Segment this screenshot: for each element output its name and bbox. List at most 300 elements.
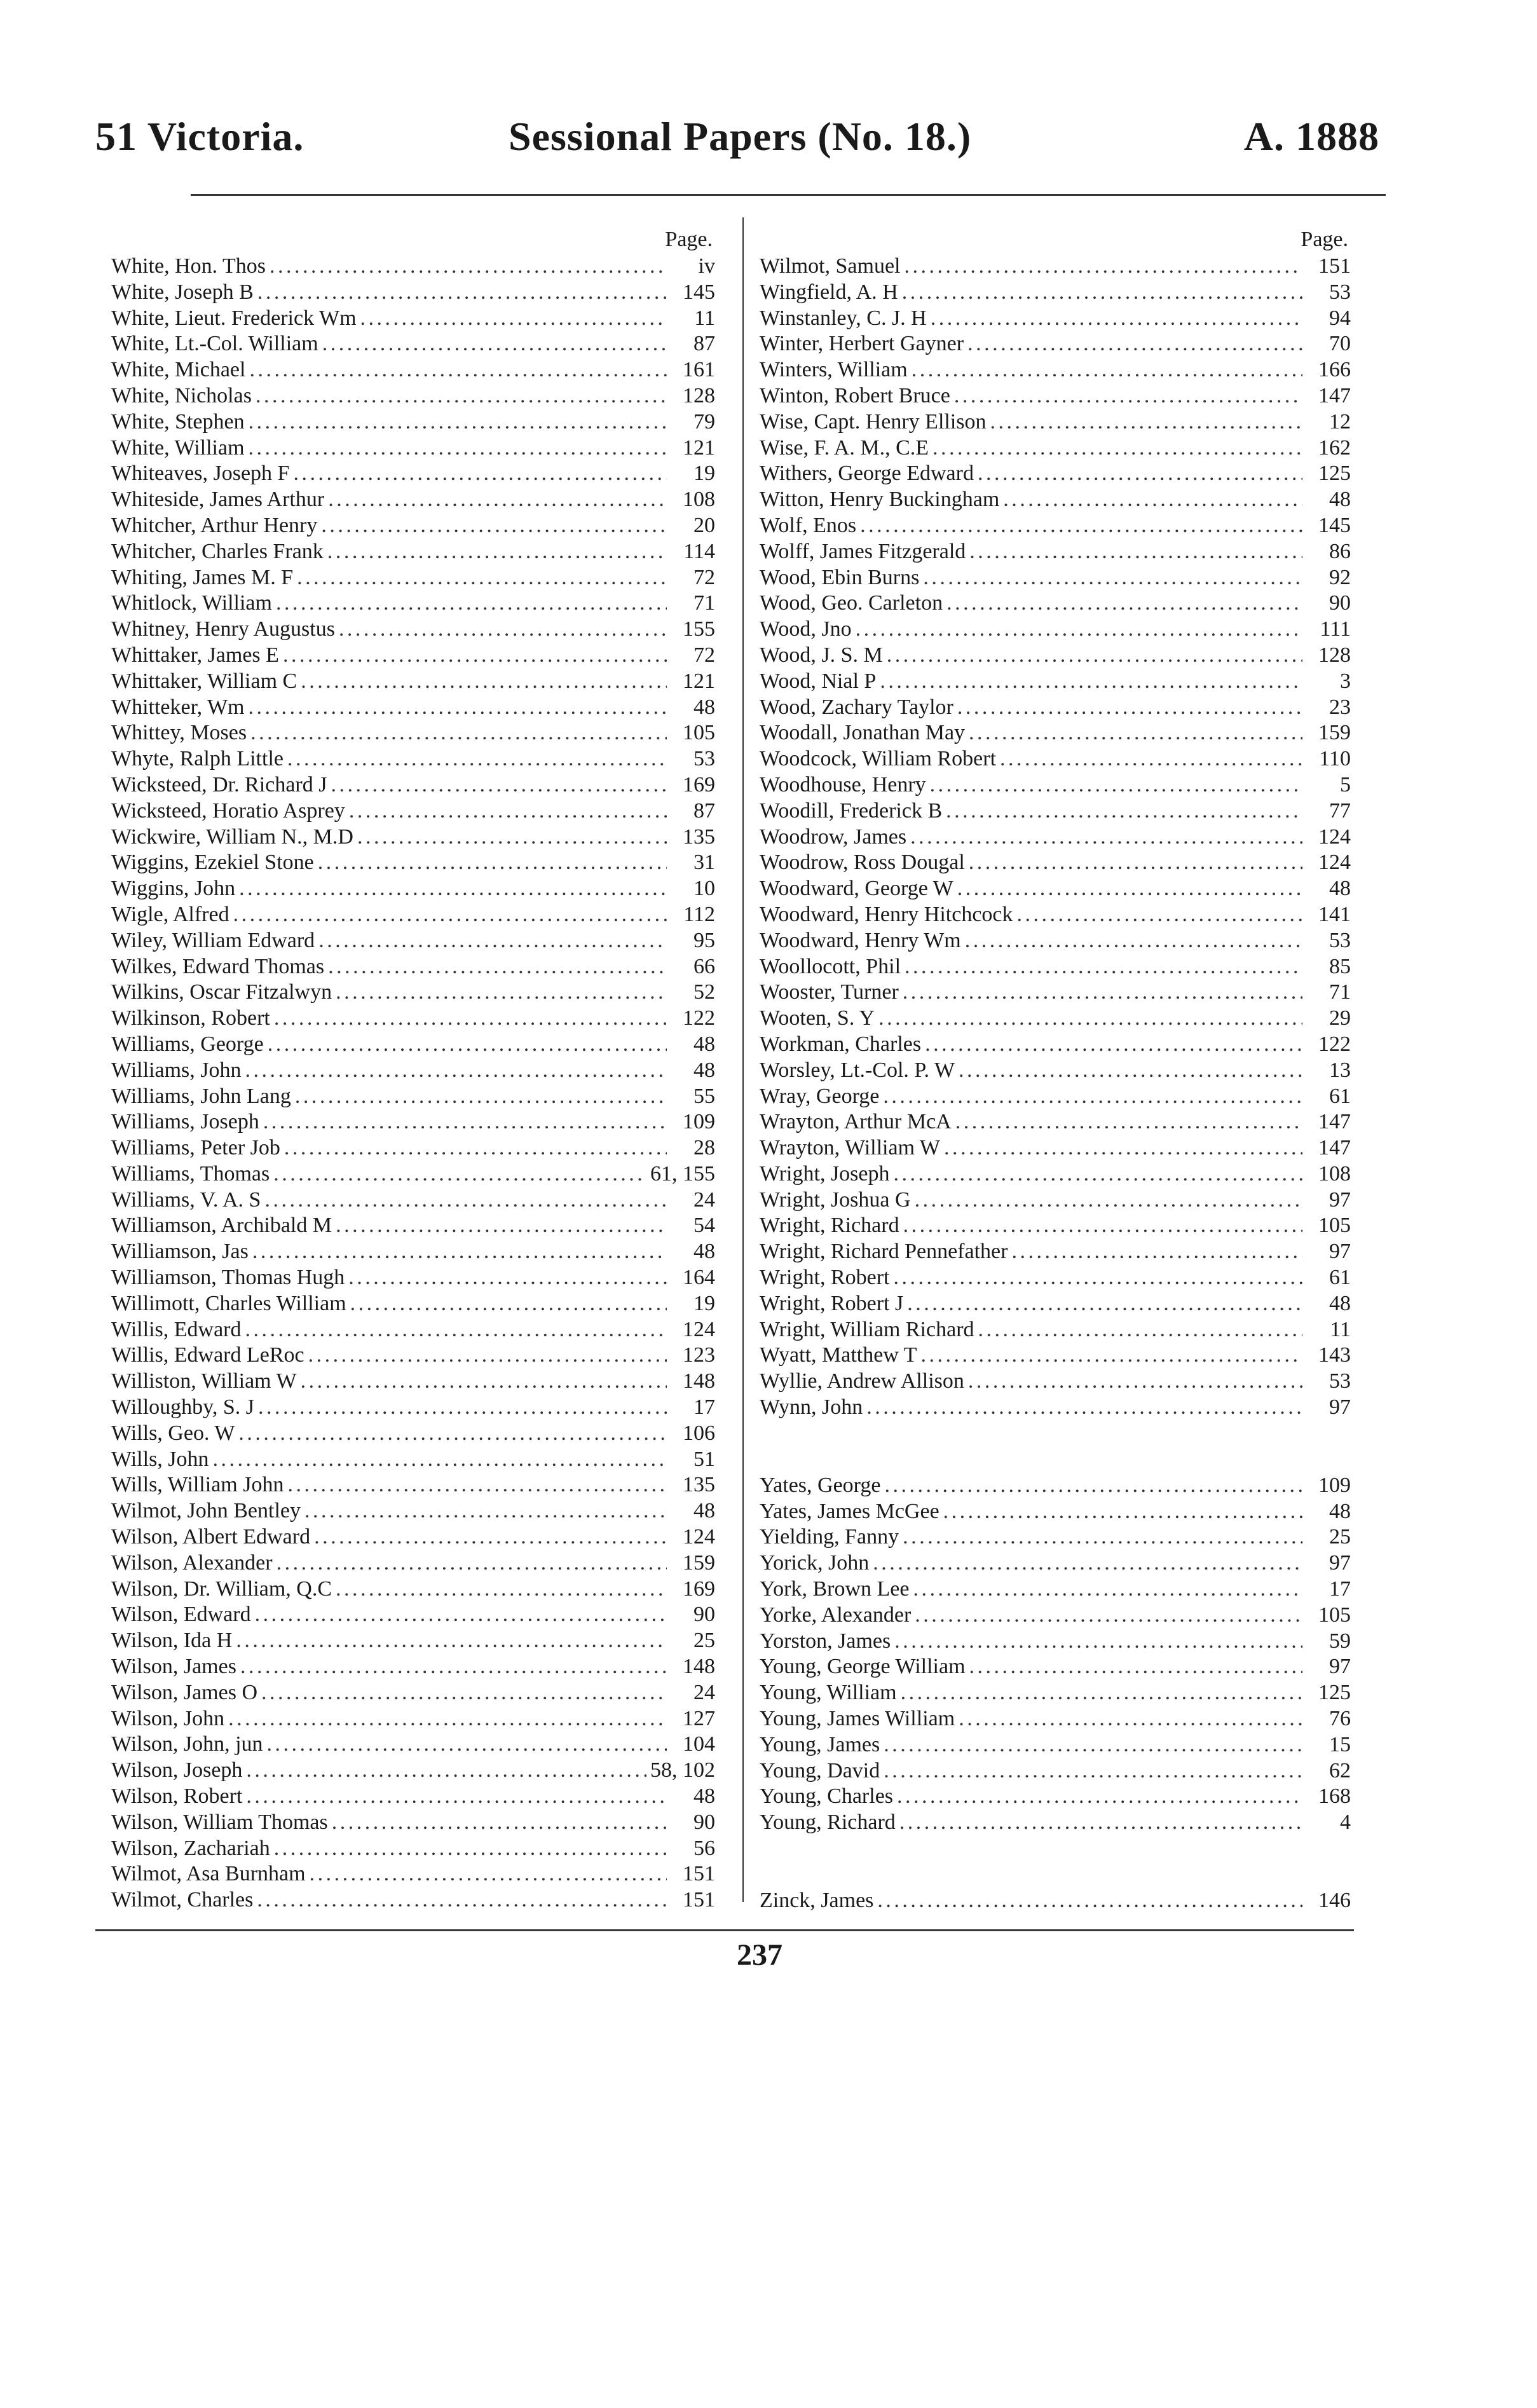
dot-leader — [943, 1499, 1302, 1525]
index-entry — [111, 409, 715, 435]
index-entry — [760, 1109, 1351, 1135]
entry-page: 51 — [693, 1447, 715, 1471]
entry-page: 112 — [683, 902, 715, 926]
index-entry — [111, 1058, 715, 1084]
entry-page: 114 — [683, 539, 715, 563]
dot-leader — [249, 357, 667, 383]
entry-page: 97 — [1329, 1551, 1351, 1575]
entry-page: 71 — [1329, 980, 1351, 1004]
dot-leader — [899, 1810, 1302, 1836]
entry-name: Young, James — [760, 1732, 880, 1756]
entry-page: 123 — [683, 1343, 715, 1367]
entry-name: Wills, William John — [111, 1473, 284, 1497]
dot-leader — [252, 1239, 667, 1265]
index-entry — [111, 695, 715, 721]
entry-name: Wolf, Enos — [760, 513, 857, 537]
entry-page: 31 — [693, 851, 715, 875]
index-entry — [111, 1836, 715, 1862]
entry-name: Whitcher, Charles Frank — [111, 539, 324, 563]
entry-name: Williams, John Lang — [111, 1084, 291, 1108]
dot-leader — [267, 1732, 667, 1758]
entry-page: 59 — [1329, 1629, 1351, 1653]
entry-page: 77 — [1329, 798, 1351, 823]
index-entry — [111, 1032, 715, 1058]
dot-leader — [233, 902, 667, 928]
dot-leader — [255, 1602, 667, 1628]
entry-name: Young, Charles — [760, 1784, 894, 1809]
entry-name: Wilmot, Samuel — [760, 254, 901, 278]
index-entry — [111, 1161, 715, 1187]
dot-leader — [257, 280, 667, 306]
dot-leader — [880, 669, 1302, 695]
dot-leader — [228, 1706, 667, 1732]
index-list-w — [760, 254, 1351, 1421]
dot-leader — [969, 1654, 1302, 1680]
entry-name: Winter, Herbert Gayner — [760, 332, 964, 356]
dot-leader — [866, 1395, 1302, 1421]
entry-page: 97 — [1329, 1655, 1351, 1679]
entry-name: Wood, Nial P — [760, 669, 877, 693]
index-entry — [111, 1784, 715, 1810]
entry-name: Williams, Peter Job — [111, 1136, 280, 1160]
entry-page: 71 — [693, 591, 715, 615]
entry-name: Whiteside, James Arthur — [111, 488, 325, 512]
dot-leader — [297, 565, 667, 591]
dot-leader — [270, 254, 667, 280]
entry-page: 125 — [1318, 1681, 1351, 1705]
entry-name: Wilson, James O — [111, 1680, 257, 1704]
entry-page: 122 — [683, 1006, 715, 1030]
entry-page: 105 — [1318, 1603, 1351, 1627]
entry-name: Woodrow, James — [760, 824, 907, 849]
entry-name: Whiting, James M. F — [111, 565, 294, 589]
page-column-label: Page. — [1301, 228, 1348, 251]
index-entry — [760, 928, 1351, 954]
entry-name: Williams, John — [111, 1058, 242, 1082]
index-entry — [111, 591, 715, 617]
entry-page: 124 — [1318, 824, 1351, 849]
entry-page: 128 — [683, 383, 715, 407]
entry-name: Wilson, Albert Edward — [111, 1525, 311, 1549]
entry-page: 155 — [683, 617, 715, 641]
dot-leader — [959, 1706, 1302, 1732]
dot-leader — [946, 798, 1302, 824]
entry-name: Wilmot, Charles — [111, 1888, 254, 1912]
entry-name: Williamson, Jas — [111, 1240, 249, 1264]
entry-page: 87 — [693, 798, 715, 823]
entry-page: 19 — [693, 462, 715, 486]
dot-leader — [308, 1343, 667, 1369]
entry-name: Wills, John — [111, 1447, 209, 1471]
entry-page: 29 — [1329, 1006, 1351, 1030]
dot-leader — [1011, 1239, 1302, 1265]
index-list-z — [760, 1888, 1351, 1914]
dot-leader — [249, 409, 667, 435]
index-entry — [111, 513, 715, 539]
entry-name: Woodall, Jonathan May — [760, 721, 966, 745]
dot-leader — [894, 1161, 1303, 1187]
index-entry — [111, 1887, 715, 1913]
entry-page: 90 — [1329, 591, 1351, 615]
entry-page: 11 — [1330, 1317, 1351, 1341]
index-entry — [760, 1732, 1351, 1758]
index-entry — [760, 1161, 1351, 1187]
entry-page: 53 — [693, 747, 715, 771]
dot-leader — [894, 1629, 1302, 1655]
index-entry — [111, 720, 715, 746]
entry-name: Wood, Ebin Burns — [760, 565, 920, 589]
entry-name: Wicksteed, Horatio Asprey — [111, 798, 345, 823]
index-entry — [760, 798, 1351, 824]
entry-page: 97 — [1329, 1395, 1351, 1419]
index-entry — [760, 1187, 1351, 1214]
entry-page: iv — [698, 254, 715, 278]
entry-name: Williston, William W — [111, 1369, 297, 1393]
entry-page: 106 — [683, 1421, 715, 1445]
entry-page: 25 — [1329, 1525, 1351, 1549]
dot-leader — [322, 331, 667, 357]
index-entry — [760, 513, 1351, 539]
index-entry — [111, 1472, 715, 1498]
dot-leader — [893, 1265, 1302, 1291]
entry-page: 109 — [683, 1110, 715, 1134]
dot-leader — [246, 1784, 667, 1810]
index-entry — [760, 772, 1351, 798]
entry-page: 105 — [683, 721, 715, 745]
entry-page: 169 — [683, 1577, 715, 1601]
index-entry — [111, 306, 715, 332]
index-entry — [111, 1187, 715, 1214]
entry-page: 17 — [693, 1395, 715, 1419]
entry-page: 53 — [1329, 1369, 1351, 1393]
entry-name: Wood, J. S. M — [760, 643, 883, 667]
index-entry — [111, 331, 715, 357]
index-entry — [760, 1343, 1351, 1369]
entry-name: Wright, Robert — [760, 1266, 890, 1290]
entry-page: 12 — [1329, 409, 1351, 434]
index-entry — [111, 1732, 715, 1758]
entry-name: Wood, Geo. Carleton — [760, 591, 943, 615]
index-entry — [111, 357, 715, 383]
dot-leader — [969, 720, 1302, 746]
entry-page: 87 — [693, 332, 715, 356]
entry-name: Whiteaves, Joseph F — [111, 462, 290, 486]
index-entry — [760, 1680, 1351, 1706]
entry-name: Willoughby, S. J — [111, 1395, 255, 1419]
entry-name: Wilkins, Oscar Fitzalwyn — [111, 980, 332, 1004]
index-entry — [111, 1369, 715, 1395]
index-entry — [760, 357, 1351, 383]
index-entry — [760, 331, 1351, 357]
dot-leader — [901, 1680, 1302, 1706]
entry-name: Woodward, George W — [760, 877, 953, 901]
dot-leader — [250, 720, 667, 746]
entry-page: 92 — [1329, 565, 1351, 589]
index-entry — [760, 539, 1351, 565]
entry-page: 146 — [1318, 1889, 1351, 1913]
dot-leader — [349, 798, 667, 824]
index-entry — [111, 746, 715, 772]
index-entry — [760, 1369, 1351, 1395]
dot-leader — [249, 435, 667, 462]
index-entry — [111, 617, 715, 643]
entry-page: 97 — [1329, 1187, 1351, 1212]
index-entry — [111, 876, 715, 902]
dot-leader — [274, 1836, 667, 1862]
index-entry — [111, 1421, 715, 1447]
dot-leader — [328, 954, 667, 980]
index-entry — [111, 1524, 715, 1550]
index-entry — [111, 1291, 715, 1317]
entry-page: 135 — [683, 824, 715, 849]
dot-leader — [903, 1213, 1302, 1239]
index-entry — [111, 1628, 715, 1654]
entry-name: Woodrow, Ross Dougal — [760, 851, 965, 875]
dot-leader — [884, 1758, 1302, 1784]
dot-leader — [856, 617, 1302, 643]
dot-leader — [946, 591, 1302, 617]
dot-leader — [339, 617, 667, 643]
dot-leader — [1017, 902, 1302, 928]
dot-leader — [273, 1161, 646, 1187]
index-entry — [111, 435, 715, 462]
entry-page: 122 — [1318, 1032, 1351, 1056]
entry-name: Wooten, S. Y — [760, 1006, 875, 1030]
entry-page: 4 — [1340, 1810, 1351, 1835]
dot-leader — [969, 850, 1302, 876]
entry-page: 121 — [683, 435, 715, 460]
entry-name: White, Nicholas — [111, 383, 252, 407]
index-entry — [760, 954, 1351, 980]
entry-page: 10 — [693, 877, 715, 901]
dot-leader — [274, 1006, 667, 1032]
entry-page: 61 — [1329, 1266, 1351, 1290]
entry-name: Woodhouse, Henry — [760, 772, 926, 797]
entry-name: White, Hon. Thos — [111, 254, 266, 278]
dot-leader — [357, 824, 667, 851]
entry-name: Young, George William — [760, 1655, 966, 1679]
entry-name: York, Brown Lee — [760, 1577, 910, 1601]
entry-page: 56 — [693, 1836, 715, 1860]
entry-page: 147 — [1318, 1136, 1351, 1160]
entry-page: 108 — [1318, 1161, 1351, 1186]
index-entry — [760, 1291, 1351, 1317]
dot-leader — [969, 539, 1302, 565]
entry-page: 162 — [1318, 435, 1351, 460]
dot-leader — [932, 435, 1302, 462]
index-entry — [760, 1629, 1351, 1655]
dot-leader — [310, 1861, 667, 1887]
entry-page: 5 — [1340, 772, 1351, 797]
index-entry — [760, 643, 1351, 669]
entry-name: Wilmot, John Bentley — [111, 1499, 301, 1523]
dot-leader — [348, 1265, 667, 1291]
page-column-label: Page. — [665, 228, 713, 251]
index-entry — [111, 1135, 715, 1161]
dot-leader — [240, 1654, 667, 1680]
entry-name: Woodill, Frederick B — [760, 798, 943, 823]
year-label: A. 1888 — [1243, 114, 1379, 159]
entry-name: Young, James William — [760, 1707, 955, 1731]
entry-name: Wright, Joshua G — [760, 1187, 911, 1212]
dot-leader — [878, 1006, 1302, 1032]
entry-page: 124 — [1318, 851, 1351, 875]
index-entry — [760, 695, 1351, 721]
entry-name: Whyte, Ralph Little — [111, 747, 283, 771]
entry-page: 151 — [683, 1862, 715, 1886]
entry-page: 79 — [693, 409, 715, 434]
entry-name: Yorick, John — [760, 1551, 870, 1575]
dot-leader — [301, 669, 667, 695]
entry-page: 148 — [683, 1655, 715, 1679]
dot-leader — [905, 254, 1303, 280]
dot-leader — [957, 695, 1302, 721]
dot-leader — [884, 1732, 1302, 1758]
entry-page: 20 — [693, 513, 715, 537]
dot-leader — [336, 1213, 667, 1239]
index-entry — [760, 1706, 1351, 1732]
entry-name: Wise, Capt. Henry Ellison — [760, 409, 987, 434]
entry-page: 48 — [1329, 1291, 1351, 1315]
entry-page: 48 — [1329, 1499, 1351, 1523]
dot-leader — [968, 1369, 1302, 1395]
dot-leader — [877, 1888, 1302, 1914]
entry-name: Wise, F. A. M., C.E — [760, 435, 929, 460]
running-header — [95, 113, 1379, 183]
index-entry — [760, 1006, 1351, 1032]
index-entry — [760, 1784, 1351, 1810]
entry-name: Whitney, Henry Augustus — [111, 617, 335, 641]
index-entry — [111, 1498, 715, 1524]
entry-name: Whittaker, William C — [111, 669, 297, 693]
entry-page: 97 — [1329, 1240, 1351, 1264]
entry-name: Wilson, John, jun — [111, 1732, 263, 1756]
entry-page: 148 — [683, 1369, 715, 1393]
entry-name: White, Lieut. Frederick Wm — [111, 306, 357, 330]
index-entry — [111, 824, 715, 851]
dot-leader — [236, 1628, 667, 1654]
entry-page: 90 — [693, 1810, 715, 1834]
dot-leader — [245, 1317, 667, 1343]
dot-leader — [903, 1524, 1302, 1550]
dot-leader — [990, 409, 1302, 435]
entry-name: Whittaker, James E — [111, 643, 279, 667]
dot-leader — [957, 876, 1302, 902]
index-entry — [111, 643, 715, 669]
entry-page: 24 — [693, 1680, 715, 1704]
entry-page: 53 — [1329, 280, 1351, 304]
entry-page: 72 — [693, 643, 715, 667]
dot-leader — [1003, 487, 1302, 513]
entry-name: Winters, William — [760, 358, 908, 382]
entry-name: Wigle, Alfred — [111, 902, 229, 926]
entry-page: 159 — [683, 1550, 715, 1575]
index-entry — [111, 1239, 715, 1265]
index-entry — [111, 928, 715, 954]
index-entry — [111, 280, 715, 306]
dot-leader — [978, 1317, 1302, 1343]
entry-name: Wood, Zachary Taylor — [760, 695, 953, 719]
entry-name: Wynn, John — [760, 1395, 863, 1419]
index-entry — [760, 1239, 1351, 1265]
entry-page: 109 — [1318, 1473, 1351, 1497]
entry-page: 151 — [683, 1888, 715, 1912]
entry-page: 95 — [693, 928, 715, 952]
dot-leader — [954, 383, 1302, 409]
index-entry — [111, 669, 715, 695]
dot-leader — [239, 876, 667, 902]
entry-name: White, Stephen — [111, 409, 245, 434]
index-column-right — [760, 226, 1351, 1914]
entry-name: White, Joseph B — [111, 280, 254, 304]
index-entry — [760, 746, 1351, 772]
index-entry — [760, 1395, 1351, 1421]
index-column-left — [111, 226, 715, 1913]
index-entry — [760, 1317, 1351, 1343]
index-entry — [760, 1058, 1351, 1084]
index-entry — [760, 383, 1351, 409]
index-entry — [760, 1654, 1351, 1680]
entry-page: 125 — [1318, 462, 1351, 486]
index-entry — [760, 1758, 1351, 1784]
entry-page: 128 — [1318, 643, 1351, 667]
entry-page: 147 — [1318, 383, 1351, 407]
dot-leader — [336, 980, 667, 1006]
entry-name: Willimott, Charles William — [111, 1291, 346, 1315]
entry-page: 85 — [1329, 954, 1351, 978]
entry-page: 90 — [693, 1603, 715, 1627]
dot-leader — [873, 1550, 1302, 1577]
header-rule — [191, 194, 1386, 198]
entry-name: Yorke, Alexander — [760, 1603, 912, 1627]
entry-name: Wright, William Richard — [760, 1317, 974, 1341]
entry-name: Winstanley, C. J. H — [760, 306, 927, 330]
entry-name: Young, William — [760, 1681, 897, 1705]
entry-name: Wilson, James — [111, 1655, 236, 1679]
index-entry — [111, 254, 715, 280]
dot-leader — [314, 1524, 667, 1550]
entry-name: Wilkes, Edward Thomas — [111, 954, 325, 978]
dot-leader — [283, 643, 667, 669]
entry-name: Wilson, Alexander — [111, 1550, 273, 1575]
entry-page: 72 — [693, 565, 715, 589]
entry-name: Williamson, Archibald M — [111, 1214, 332, 1238]
entry-page: 108 — [683, 488, 715, 512]
entry-name: Wilson, William Thomas — [111, 1810, 328, 1834]
entry-name: Wilson, Dr. William, Q.C — [111, 1577, 332, 1601]
entry-page: 164 — [683, 1266, 715, 1290]
entry-page: 169 — [683, 772, 715, 797]
dot-leader — [978, 461, 1302, 487]
entry-page: 135 — [683, 1473, 715, 1497]
dot-leader — [263, 1109, 667, 1135]
dot-leader — [350, 1291, 667, 1317]
dot-leader — [912, 357, 1302, 383]
entry-page: 121 — [683, 669, 715, 693]
index-entry — [760, 876, 1351, 902]
entry-name: Wright, Richard — [760, 1214, 899, 1238]
index-entry — [111, 1680, 715, 1706]
dot-leader — [258, 1395, 667, 1421]
index-entry — [760, 1888, 1351, 1914]
dot-leader — [261, 1680, 667, 1706]
index-entry — [760, 1084, 1351, 1110]
publication-title: Sessional Papers (No. 18.) — [509, 114, 972, 159]
dot-leader — [249, 695, 667, 721]
entry-name: Workman, Charles — [760, 1032, 922, 1056]
dot-leader — [336, 1577, 667, 1603]
entry-page: 17 — [1329, 1577, 1351, 1601]
